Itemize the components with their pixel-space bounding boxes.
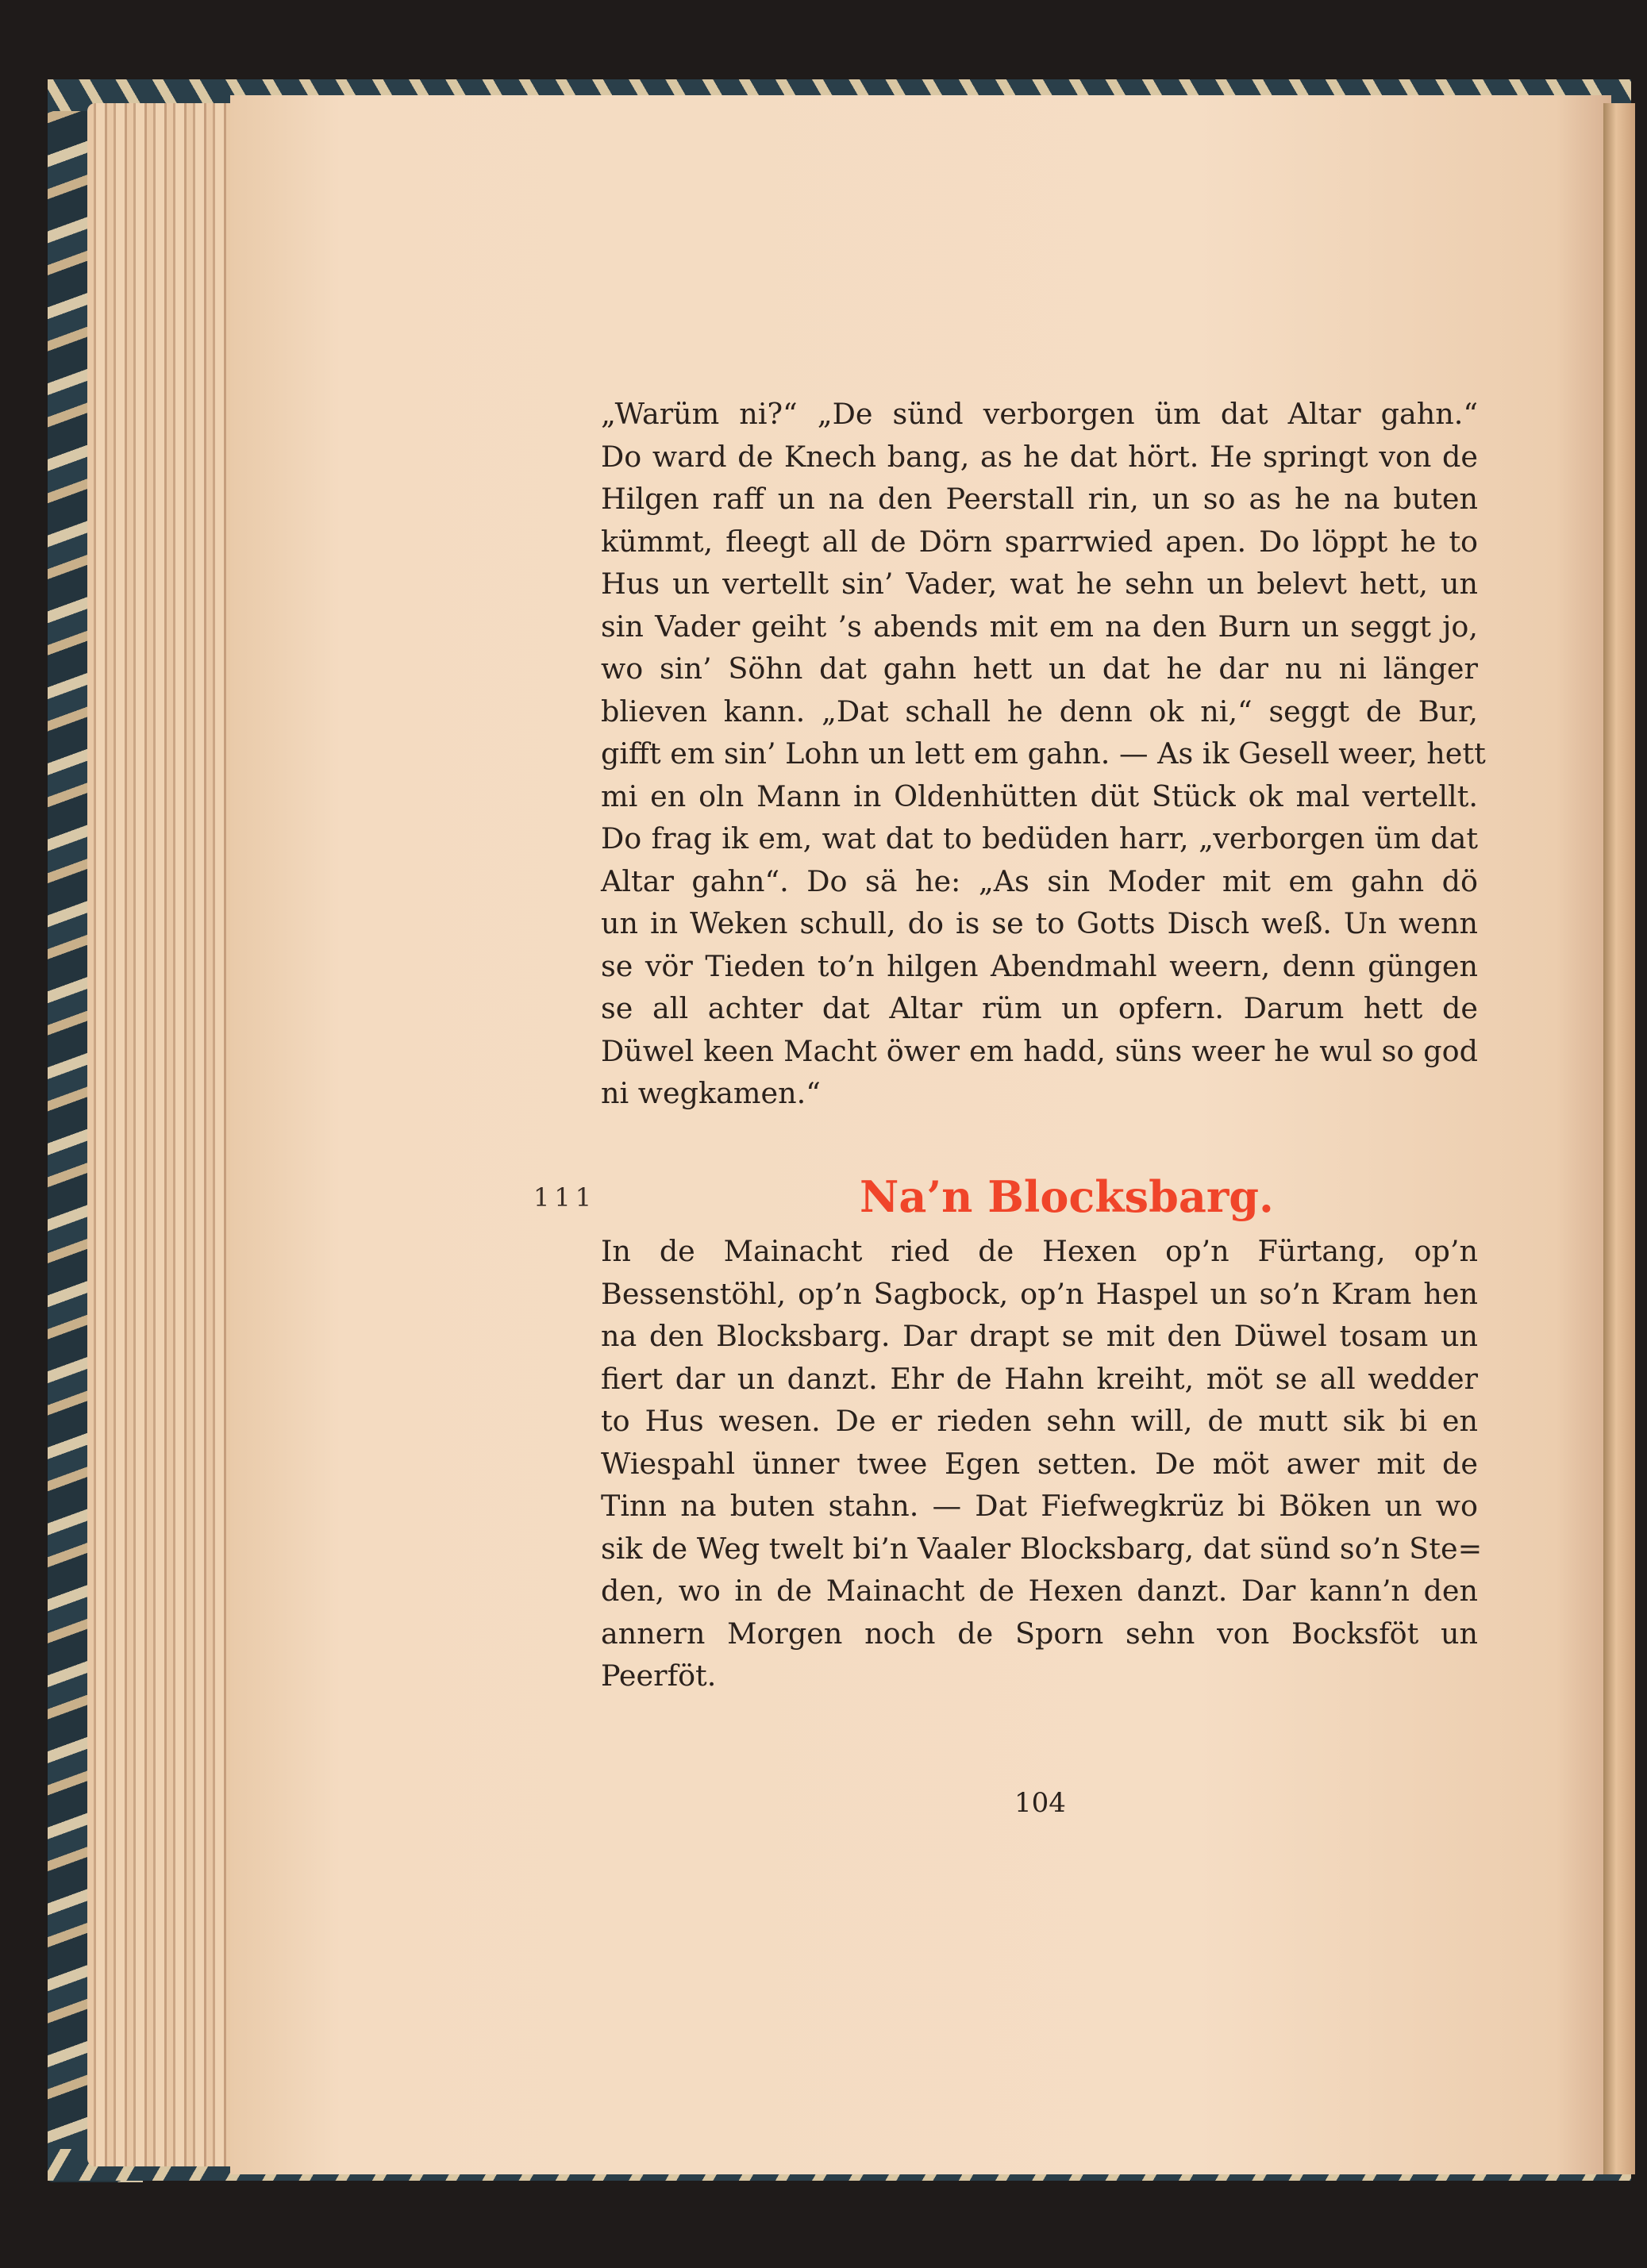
text-line: se all achter dat Altar rüm un opfern. Darum hett de: [601, 991, 1478, 1025]
text-line: gifft em sin’ Lohn un lett em gahn. — As ik Gesell weer, hett: [601, 736, 1486, 771]
text-line: blieven kann. „Dat schall he denn ok ni,“ seggt de Bur,: [601, 694, 1478, 728]
text-line: mi en oln Mann in Oldenhütten düt Stück ok mal vertellt.: [601, 778, 1478, 813]
text-line: Altar gahn“. Do sä he: „As sin Moder mit em gahn dö: [601, 863, 1478, 898]
text-line: In de Mainacht ried de Hexen op’n Fürtang, op’n: [601, 1234, 1478, 1268]
page-number: 104: [1014, 1787, 1066, 1819]
paragraph-2: [601, 1230, 1483, 1697]
text-line: Düwel keen Macht öwer em hadd, süns weer he wul so god: [601, 1033, 1478, 1068]
text-line: sin Vader geiht ’s abends mit em na den Burn un seggt jo,: [601, 609, 1478, 644]
text-line: den, wo in de Mainacht de Hexen danzt. Dar kann’n den: [601, 1574, 1478, 1608]
text-line: Hus un vertellt sin’ Vader, wat he sehn un belevt hett, un: [601, 567, 1478, 601]
section-number-marker: 111: [533, 1182, 597, 1213]
section-heading: Na’n Blocksbarg.: [860, 1171, 1274, 1222]
text-line: Bessenstöhl, op’n Sagbock, op’n Haspel un so’n Kram hen: [601, 1276, 1478, 1311]
text-line: ni wegkamen.“: [601, 1076, 821, 1110]
text-line: sik de Weg twelt bi’n Vaaler Blocksbarg, dat sünd so’n Ste=: [601, 1531, 1483, 1566]
text-line: na den Blocksbarg. Dar drapt se mit den Düwel tosam un: [601, 1319, 1478, 1353]
text-line: un in Weken schull, do is se to Gotts Disch weß. Un wenn: [601, 906, 1478, 940]
text-line: to Hus wesen. De er rieden sehn will, de mutt sik bi en: [601, 1404, 1478, 1438]
text-line: Hilgen raff un na den Peerstall rin, un so as he na buten: [601, 482, 1478, 516]
facing-page-edge: [1603, 103, 1635, 2174]
text-line: se vör Tieden to’n hilgen Abendmahl weern, denn güngen: [601, 948, 1478, 983]
text-line: Do ward de Knech bang, as he dat hört. He springt von de: [601, 439, 1478, 474]
text-line: Wiespahl ünner twee Egen setten. De möt awer mit de: [601, 1446, 1478, 1481]
text-line: annern Morgen noch de Sporn sehn von Bocksföt un: [601, 1616, 1478, 1651]
text-line: „Warüm ni?“ „De sünd verborgen üm dat Altar gahn.“: [601, 397, 1478, 431]
text-line: Do frag ik em, wat dat to bedüden harr, „verborgen üm dat: [601, 821, 1478, 855]
text-line: kümmt, fleegt all de Dörn sparrwied apen. Do löppt he to: [601, 524, 1478, 559]
text-line: fiert dar un danzt. Ehr de Hahn kreiht, möt se all wedder: [601, 1361, 1478, 1396]
text-line: Peerföt.: [601, 1659, 717, 1693]
text-line: wo sin’ Söhn dat gahn hett un dat he dar nu ni länger: [601, 652, 1478, 686]
text-line: Tinn na buten stahn. — Dat Fiefwegkrüz bi Böken un wo: [601, 1489, 1478, 1523]
paragraph-1: [601, 393, 1486, 1115]
